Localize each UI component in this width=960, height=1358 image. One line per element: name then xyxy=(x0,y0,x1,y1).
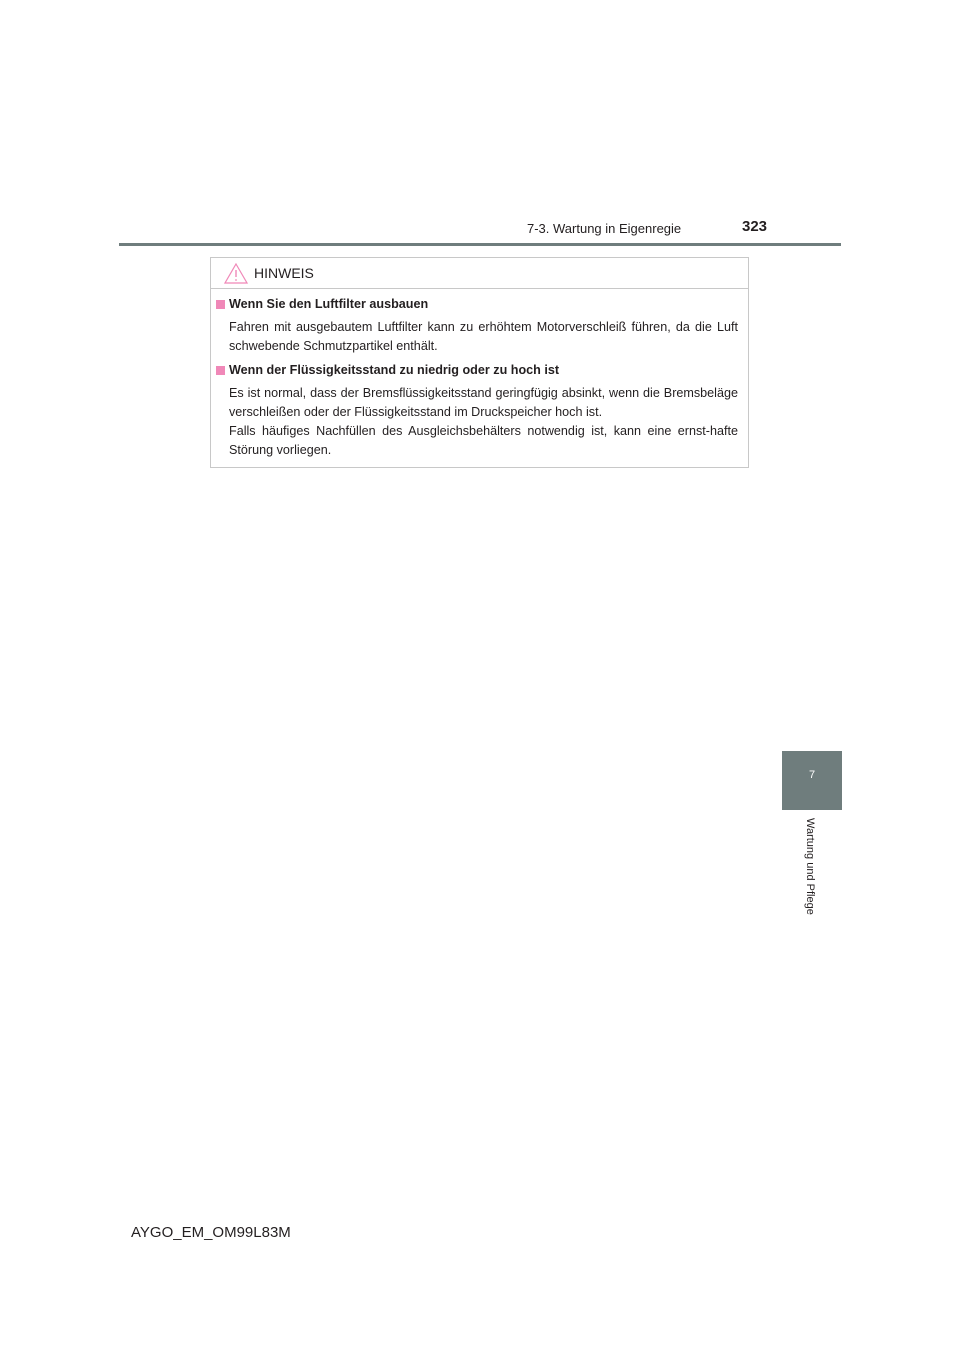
square-bullet-icon xyxy=(216,300,225,309)
chapter-number: 7 xyxy=(808,769,816,781)
notice-item-heading-text: Wenn Sie den Luftfilter ausbauen xyxy=(229,297,429,311)
notice-title: HINWEIS xyxy=(254,265,314,281)
notice-item xyxy=(211,362,748,460)
notice-item-heading xyxy=(211,362,748,379)
document-code: AYGO_EM_OM99L83M xyxy=(131,1224,291,1241)
header-section-title: 7-3. Wartung in Eigenregie xyxy=(527,221,682,236)
header-rule xyxy=(119,243,841,246)
warning-triangle-icon xyxy=(224,263,248,284)
notice-item-heading-text: Wenn der Flüssigkeitsstand zu niedrig oder zu hoch ist xyxy=(229,363,560,377)
page-number: 323 xyxy=(742,218,768,235)
notice-item-heading xyxy=(211,296,748,313)
notice-body xyxy=(211,296,748,466)
notice-box xyxy=(210,257,749,468)
notice-header xyxy=(211,258,748,289)
square-bullet-icon xyxy=(216,366,225,375)
notice-item-text: Es ist normal, dass der Bremsflüssigkeitsstand geringfügig absinkt, wenn die Bremsbeläge verschleißen oder der Flüssigkeitsstand im Druckspeicher hoch ist. xyxy=(229,386,738,419)
chapter-title: Wartung und Pflege xyxy=(804,818,816,915)
notice-item xyxy=(211,296,748,356)
notice-item-text: Fahren mit ausgebautem Luftfilter kann zu erhöhtem Motorverschleiß führen, da die Luft schwebende Schmutzpartikel enthält. xyxy=(229,320,738,353)
notice-item-text: Falls häufiges Nachfüllen des Ausgleichsbehälters notwendig ist, kann eine ernst-hafte Störung vorliegen. xyxy=(229,424,738,457)
chapter-tab xyxy=(782,751,842,810)
